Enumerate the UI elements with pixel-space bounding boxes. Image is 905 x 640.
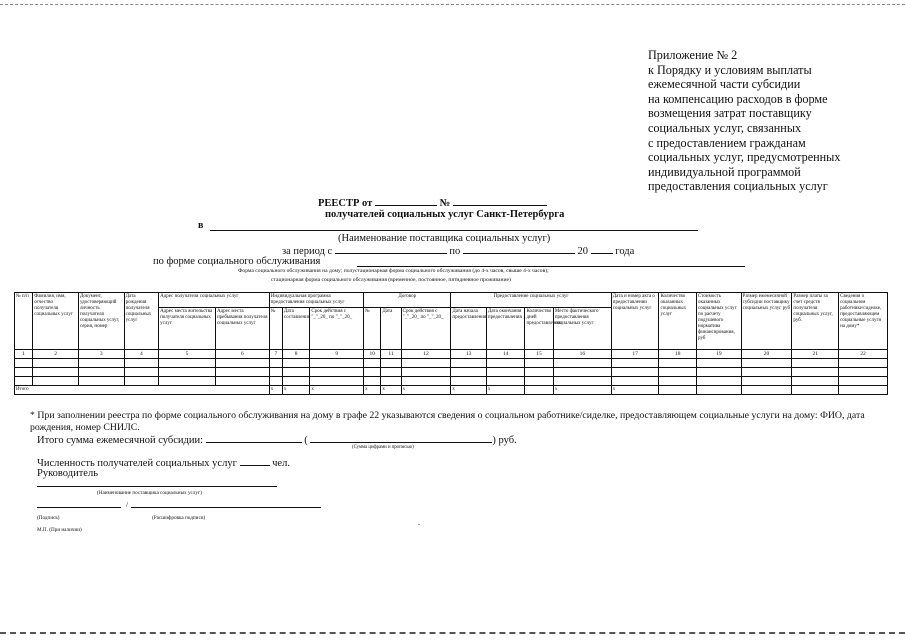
total-sum-label: Итого сумма ежемесячной субсидии: — [37, 435, 203, 446]
registry-number-sign: № — [439, 198, 451, 209]
period-from-label: за период с — [282, 246, 333, 257]
col-number: 12 — [401, 350, 451, 359]
th-col10: № — [364, 308, 381, 350]
th-col12: Срок действия с "_"_20_ по "_"_20_ — [401, 308, 451, 350]
bottom-scan-edge — [0, 632, 905, 635]
col-number: 18 — [659, 350, 697, 359]
x-mark: x — [364, 386, 381, 395]
th-col20: Размер ежемесячной субсидии поставщику социальных услуг руб — [741, 293, 792, 350]
provider-name-blank — [210, 230, 698, 231]
appendix-line: индивидуальной программой — [648, 164, 801, 179]
th-services-group: Предоставление социальных услуг — [451, 293, 611, 308]
period-year-blank — [591, 244, 613, 254]
col-number: 21 — [792, 350, 839, 359]
appendix-line: на компенсацию расходов в форме — [648, 91, 828, 106]
period-year-prefix: 20 — [577, 246, 589, 257]
th-col3: Документ, удостоверяющий личность получателя социальных услуг, серия, номер — [78, 293, 124, 350]
col-number: 20 — [741, 350, 792, 359]
provider-name-caption: (Наименование поставщика социальных услуг) — [97, 490, 202, 496]
th-col2: Фамилия, имя, отчество получателя социальных услуг — [33, 293, 79, 350]
th-col7: № — [269, 308, 282, 350]
registry-number-blank — [453, 196, 547, 206]
total-row — [15, 386, 888, 395]
col-number: 1 — [15, 350, 33, 359]
appendix-line: к Порядку и условиям выплаты — [648, 62, 812, 77]
appendix-line: социальных услуг, предусмотренных — [648, 150, 841, 165]
appendix-line: социальных услуг, связанных — [648, 120, 802, 135]
x-mark: x — [451, 386, 487, 395]
period-year-suffix: года — [615, 246, 635, 257]
th-col22: Сведения о социальном работнике/сиделке, предоставляющем социальные услуги на дому* — [839, 293, 888, 350]
col-number: 4 — [124, 350, 159, 359]
period-line — [282, 244, 634, 257]
registry-title — [318, 196, 547, 209]
th-col13: Дата начала предоставления — [451, 308, 487, 350]
decoding-line — [131, 507, 321, 508]
x-mark: x — [611, 386, 659, 395]
signature-caption: (Подпись) — [37, 515, 60, 521]
x-mark: x — [381, 386, 401, 395]
decoding-caption: (Расшифровка подписи) — [152, 515, 206, 521]
recipients-label: Численность получателей социальных услуг — [37, 458, 237, 469]
service-form-blank — [357, 266, 745, 267]
th-col14: Дата окончания предоставления — [486, 308, 525, 350]
total-sum-words-blank — [310, 433, 492, 443]
footnote: * При заполнении реестра по форме социального обслуживания на дому в графе 22 указываются сведения о социальном работнике/сиделке, предоставляющем социальные услуги на дому: ФИО, дата рождения, номер СНИЛС. — [30, 410, 865, 433]
signature-slash: / — [126, 501, 128, 509]
recipients-unit: чел. — [272, 458, 290, 469]
total-sum-paren: ( — [304, 435, 308, 446]
x-mark: x — [401, 386, 451, 395]
appendix-block — [648, 48, 898, 194]
column-number-row — [15, 350, 888, 359]
col-number: 7 — [269, 350, 282, 359]
col-number: 17 — [611, 350, 659, 359]
x-mark: x — [282, 386, 309, 395]
service-form-note-2: стационарная форма социального обслуживания (временное, постоянное, пятидневное проживание) — [271, 277, 511, 283]
col-number: 9 — [310, 350, 364, 359]
period-to-blank — [463, 244, 575, 254]
col-number: 22 — [839, 350, 888, 359]
appendix-line: ежемесячной части субсидии — [648, 77, 801, 92]
th-col4: Дата рождения получателя социальных услуг — [124, 293, 159, 350]
service-form-note-1: Форма социального обслуживания на дому; полустационарная форма социального обслуживания (до 4-х часов, свыше 4-х часов); — [238, 268, 549, 274]
col-number: 5 — [159, 350, 216, 359]
provider-prefix: в — [198, 220, 204, 231]
col-number: 2 — [33, 350, 79, 359]
col-number: 3 — [78, 350, 124, 359]
th-col8: Дата составления — [282, 308, 309, 350]
col-number: 14 — [486, 350, 525, 359]
x-mark: x — [553, 386, 611, 395]
period-from-blank — [335, 244, 447, 254]
th-col19: Стоимость оказанных социальных услуг по расчету подушевого норматива финансирования, руб — [697, 293, 742, 350]
total-sum-suffix: ) руб. — [492, 435, 517, 446]
th-col15: Количество дней предоставления — [525, 308, 553, 350]
period-to-label: по — [449, 246, 461, 257]
total-label: Итого — [15, 386, 270, 395]
registry-table — [14, 292, 888, 395]
registry-date-blank — [375, 196, 437, 206]
th-col17: Дата и номер акта о предоставлении социальных услуг — [611, 293, 659, 350]
total-sum-line — [37, 433, 517, 446]
provider-name-line — [37, 486, 277, 487]
th-col16: Место фактического предоставления социальных услуг — [553, 308, 611, 350]
col-number: 15 — [525, 350, 553, 359]
table-row — [15, 359, 888, 368]
x-mark: x — [269, 386, 282, 395]
table-row — [15, 368, 888, 377]
col-number: 13 — [451, 350, 487, 359]
th-col9: Срок действия с "_"_20_ по "_"_20_ — [310, 308, 364, 350]
appendix-line: с предоставлением гражданам — [648, 135, 806, 150]
recipients-count-blank — [240, 456, 270, 466]
head-label: Руководитель — [37, 468, 98, 479]
col-number: 6 — [215, 350, 269, 359]
appendix-line: Приложение № 2 — [648, 48, 738, 62]
sum-caption: (Сумма цифрами и прописью) — [352, 445, 414, 450]
col-number: 8 — [282, 350, 309, 359]
th-col18: Количество оказанных социальных услуг — [659, 293, 697, 350]
th-ipr-group: Индивидуальная программа предоставления социальных услуг — [269, 293, 363, 308]
appendix-line: возмещения затрат поставщику — [648, 106, 812, 121]
table-header-row — [15, 293, 888, 308]
service-form-label: по форме социального обслуживания — [153, 256, 321, 267]
th-address-group: Адрес получателя социальных услуг — [159, 293, 270, 308]
th-col1: № п/п — [15, 293, 33, 350]
th-col5: Адрес места жительства получателя социальных услуг — [159, 308, 216, 350]
provider-caption: (Наименование поставщика социальных услуг) — [338, 233, 551, 244]
total-sum-digits-blank — [206, 433, 302, 443]
appendix-line: предоставления социальных услуг — [648, 179, 828, 194]
col-number: 19 — [697, 350, 742, 359]
x-mark: x — [310, 386, 364, 395]
registry-subtitle: получателей социальных услуг Санкт-Петербурга — [325, 209, 565, 220]
col-number: 11 — [381, 350, 401, 359]
th-col6: Адрес места пребывания получателя социальных услуг — [215, 308, 269, 350]
th-col21: Размер платы за счет средств получателя социальных услуг, руб. — [792, 293, 839, 350]
scan-speck — [418, 524, 420, 525]
col-number: 10 — [364, 350, 381, 359]
col-number: 16 — [553, 350, 611, 359]
registry-label: РЕЕСТР от — [318, 198, 373, 209]
th-contract-group: Договор — [364, 293, 451, 308]
table-row — [15, 377, 888, 386]
signature-line — [37, 507, 121, 508]
seal-caption: М.П. (При наличии) — [37, 527, 82, 533]
x-mark: x — [486, 386, 525, 395]
top-scan-edge — [0, 4, 905, 5]
th-col11: Дата — [381, 308, 401, 350]
